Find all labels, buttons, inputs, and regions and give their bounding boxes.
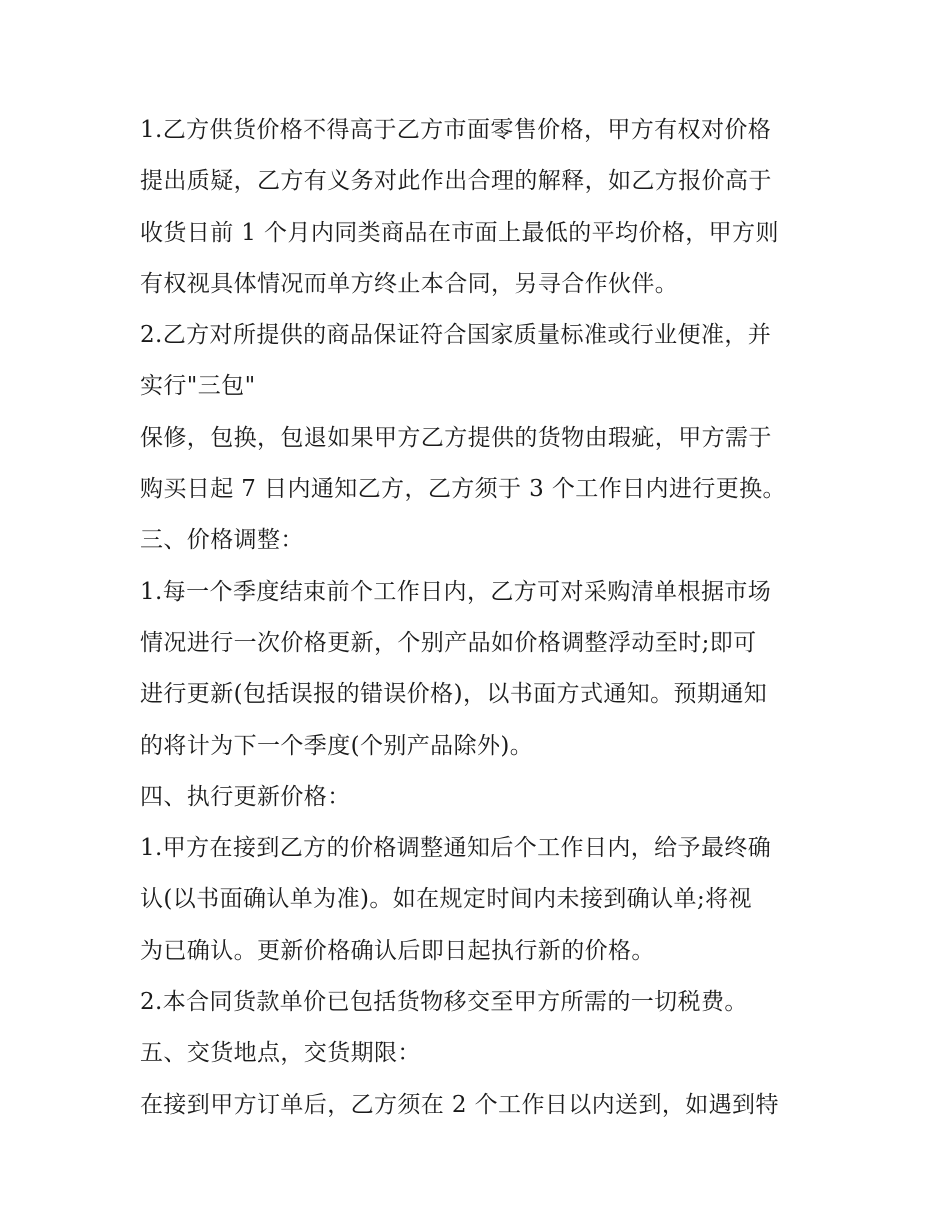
section-heading: 四、执行更新价格： bbox=[140, 783, 351, 810]
text-line: 认(以书面确认单为准)。如在规定时间内未接到确认单;将视 bbox=[140, 886, 752, 913]
section-heading: 三、价格调整： bbox=[140, 527, 304, 554]
text-line: 情况进行一次价格更新，个别产品如价格调整浮动至时;即可 bbox=[140, 629, 757, 656]
text-line: 2.乙方对所提供的商品保证符合国家质量标准或行业便准，并 bbox=[140, 322, 772, 349]
text-line: 1.乙方供货价格不得高于乙方市面零售价格，甲方有权对价格 bbox=[140, 117, 772, 143]
text-line: 提出质疑，乙方有义务对此作出合理的解释，如乙方报价高于 bbox=[140, 168, 772, 195]
section-heading: 五、交货地点，交货期限： bbox=[140, 1040, 421, 1067]
text-line: 收货日前 1 个月内同类商品在市面上最低的平均价格，甲方则 bbox=[140, 219, 779, 246]
text-line: 进行更新(包括误报的错误价格)，以书面方式通知。预期通知 bbox=[140, 681, 768, 708]
text-line: 有权视具体情况而单方终止本合同，另寻合作伙伴。 bbox=[140, 270, 679, 297]
text-line: 2.本合同货款单价已包括货物移交至甲方所需的一切税费。 bbox=[140, 989, 748, 1016]
text-line: 1.每一个季度结束前个工作日内，乙方可对采购清单根据市场 bbox=[140, 578, 772, 605]
text-line: 保修，包换，包退如果甲方乙方提供的货物由瑕疵，甲方需于 bbox=[140, 424, 772, 451]
text-line: 购买日起 7 日内通知乙方，乙方须于 3 个工作日内进行更换。 bbox=[140, 476, 786, 503]
text-line: 实行"三包" bbox=[140, 373, 256, 400]
document-body bbox=[140, 105, 820, 1131]
text-line: 的将计为下一个季度(个别产品除外)。 bbox=[140, 732, 534, 759]
text-line: 为已确认。更新价格确认后即日起执行新的价格。 bbox=[140, 937, 655, 964]
text-line: 1.甲方在接到乙方的价格调整通知后个工作日内，给予最终确 bbox=[140, 835, 772, 862]
text-line: 在接到甲方订单后，乙方须在 2 个工作日以内送到，如遇到特 bbox=[140, 1091, 779, 1118]
